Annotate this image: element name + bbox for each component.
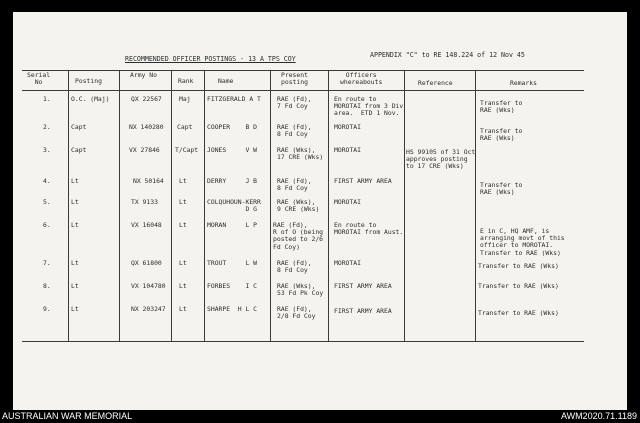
table-bottom-rule — [22, 341, 584, 342]
cell-whereabouts: MOROTAI — [334, 198, 361, 206]
cell-rank: Capt — [177, 123, 193, 131]
cell-whereabouts: MOROTAI — [334, 123, 361, 131]
cell-name: MORAN L P — [207, 221, 258, 229]
cell-rank: Lt — [179, 177, 187, 185]
cell-serial: 9. — [43, 305, 51, 313]
cell-rank: Maj — [179, 95, 191, 103]
cell-present: RAE (Wks), 17 CRE (Wks) — [277, 146, 324, 162]
cell-serial: 1. — [43, 95, 51, 103]
cell-present: RAE (Fd), 7 Fd Coy — [277, 95, 312, 111]
col-divider — [404, 70, 405, 342]
cell-posting: O.C. (Maj) — [71, 95, 110, 103]
cell-present: RAE (Wks), 9 CRE (Wks) — [277, 198, 320, 214]
cell-armyno: NX 50164 — [133, 177, 164, 185]
cell-armyno: QX 61800 — [131, 259, 162, 267]
document-page — [13, 12, 627, 410]
cell-serial: 4. — [43, 177, 51, 185]
cell-rank: Lt — [179, 259, 187, 267]
cell-whereabouts: MOROTAI — [334, 146, 361, 154]
cell-whereabouts: En route to MOROTAI from 3 Div area. ETD 1 Nov. — [334, 95, 404, 118]
cell-posting: Lt — [71, 177, 79, 185]
cell-whereabouts: FIRST ARMY AREA — [334, 307, 392, 315]
cell-rank: T/Capt — [175, 146, 199, 154]
footer-accession-number: AWM2020.71.1189 — [560, 411, 637, 421]
cell-posting: Lt — [71, 305, 79, 313]
cell-serial: 3. — [43, 146, 51, 154]
cell-serial: 2. — [43, 123, 51, 131]
cell-armyno: VX 16048 — [131, 221, 162, 229]
cell-present: RAE (Fd), 8 Fd Coy — [277, 259, 312, 275]
cell-remarks: E in C, HQ AMF, is arranging movt of this officer to MOROTAI. Transfer to RAE (Wks) — [480, 227, 565, 257]
cell-rank: Lt — [179, 282, 187, 290]
cell-remarks: Transfer to RAE (Wks) — [478, 309, 559, 317]
appendix-reference: APPENDIX "C" to RE 148.224 of 12 Nov 45 — [370, 51, 525, 59]
cell-present: RAE (Fd), 2/8 Fd Coy — [277, 305, 316, 321]
cell-armyno: NX 140280 — [129, 123, 164, 131]
cell-whereabouts: FIRST ARMY AREA — [334, 177, 392, 185]
cell-serial: 7. — [43, 259, 51, 267]
cell-posting: Lt — [71, 282, 79, 290]
cell-present: RAE (Wks), 53 Fd Pk Coy — [277, 282, 324, 298]
cell-name: SHARPE H L C — [207, 305, 258, 313]
cell-remarks: Transfer to RAE (Wks) — [480, 181, 523, 197]
cell-armyno: VX 104780 — [131, 282, 166, 290]
header-name: Name — [218, 77, 234, 85]
col-divider — [270, 70, 271, 342]
col-divider — [328, 70, 329, 342]
cell-remarks: Transfer to RAE (Wks) — [480, 127, 523, 143]
header-rank: Rank — [178, 77, 194, 85]
cell-rank: Lt — [179, 305, 187, 313]
header-remarks: Remarks — [510, 79, 537, 87]
cell-armyno: TX 9133 — [131, 198, 158, 206]
header-whereabouts: Officers whereabouts — [340, 71, 383, 87]
header-serial: Serial No — [27, 71, 51, 87]
cell-present: RAE (Fd), R of O (being posted to 2/6 Fd Coy) — [273, 221, 324, 251]
cell-name: FITZGERALD A T — [207, 95, 261, 103]
cell-serial: 5. — [43, 198, 51, 206]
cell-name: DERRY J B — [207, 177, 258, 185]
cell-present: RAE (Fd), 8 Fd Coy — [277, 177, 312, 193]
col-divider — [475, 70, 476, 342]
cell-posting: Lt — [71, 198, 79, 206]
cell-name: FORBES I C — [207, 282, 258, 290]
cell-posting: Capt — [71, 123, 87, 131]
cell-remarks: Transfer to RAE (Wks) — [478, 282, 559, 290]
cell-serial: 6. — [43, 221, 51, 229]
cell-armyno: VX 27846 — [129, 146, 160, 154]
header-posting: Posting — [75, 77, 102, 85]
cell-posting: Capt — [71, 146, 87, 154]
cell-remarks: Transfer to RAE (Wks) — [478, 262, 559, 270]
cell-posting: Lt — [71, 259, 79, 267]
cell-armyno: NX 203247 — [131, 305, 166, 313]
cell-name: JONES V W — [207, 146, 258, 154]
document-title: RECOMMENDED OFFICER POSTINGS - 13 A TPS COY — [125, 55, 296, 63]
cell-whereabouts: MOROTAI — [334, 259, 361, 267]
table-header-rule — [22, 90, 584, 91]
col-divider — [204, 70, 205, 342]
cell-reference: HS 99105 of 31 Oct approves posting to 17 CRE (Wks) — [406, 148, 476, 171]
cell-name: COLQUHOUN-KERR D G — [207, 198, 261, 214]
col-divider — [119, 70, 120, 342]
cell-posting: Lt — [71, 221, 79, 229]
cell-rank: Lt — [179, 221, 187, 229]
header-armyno: Army No — [130, 71, 157, 79]
cell-rank: Lt — [179, 198, 187, 206]
cell-present: RAE (Fd), 8 Fd Coy — [277, 123, 312, 139]
header-present-posting: Present posting — [281, 71, 308, 87]
cell-remarks: Transfer to RAE (Wks) — [480, 99, 523, 115]
cell-armyno: QX 22567 — [131, 95, 162, 103]
header-reference: Reference — [418, 79, 453, 87]
cell-name: COOPER B D — [207, 123, 258, 131]
footer-credit: AUSTRALIAN WAR MEMORIAL — [2, 411, 133, 421]
cell-whereabouts: FIRST ARMY AREA — [334, 282, 392, 290]
cell-whereabouts: En route to MOROTAI from Aust. — [334, 221, 404, 237]
cell-serial: 8. — [43, 282, 51, 290]
col-divider — [171, 70, 172, 342]
cell-name: TROUT L W — [207, 259, 258, 267]
col-divider — [68, 70, 69, 342]
